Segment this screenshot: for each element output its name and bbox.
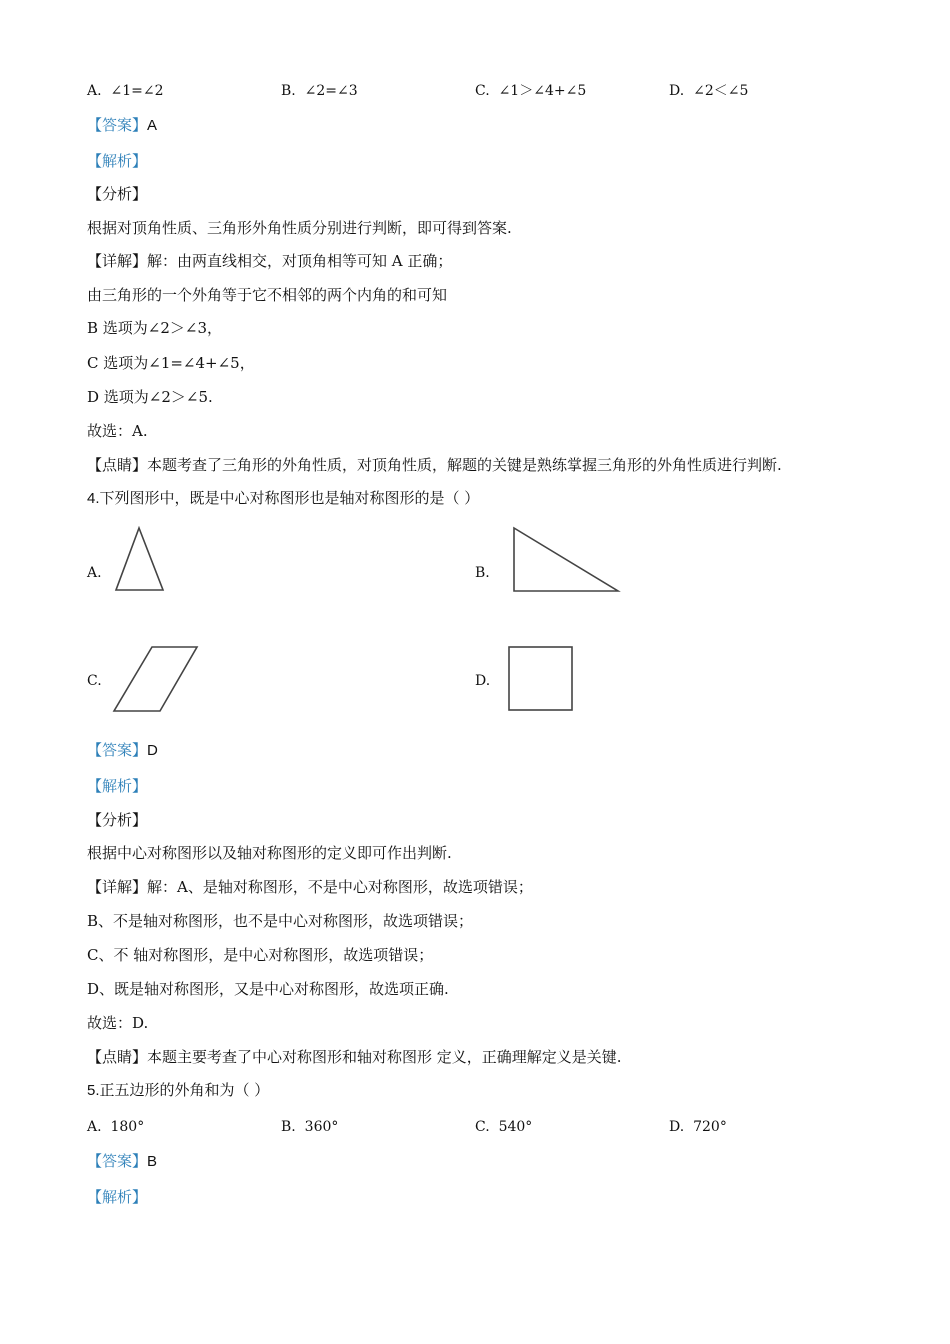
detail-tag: 【详解】: [87, 252, 148, 270]
q3-detail-line-4: C 选项为∠1=∠4+∠5，: [87, 354, 255, 372]
q4-shape-label-d: D.: [475, 673, 491, 689]
q5-option-d: [669, 1117, 727, 1137]
option-letter: C.: [475, 1119, 490, 1135]
q4-shape-label-c: C.: [87, 673, 102, 689]
analysis-tag: 【解析】: [87, 152, 148, 170]
q3-detail-line-5: D 选项为∠2＞∠5.: [87, 388, 213, 406]
fenxi-tag: 【分析】: [87, 811, 148, 829]
q3-detail-line-1: [87, 251, 452, 271]
answer-value: A: [147, 117, 158, 134]
option-letter: D.: [669, 83, 685, 99]
q4-detail-line-2: B、不是轴对称图形，也不是中心对称图形，故选项错误；: [87, 912, 474, 930]
option-text: 540°: [498, 1119, 533, 1135]
q3-option-d: [669, 81, 748, 101]
q3-detail-line-6: 故选：A.: [87, 422, 148, 440]
answer-tag: 【答案】: [87, 741, 148, 759]
q5-option-a: [87, 1117, 144, 1137]
question-number: 5.: [87, 1082, 100, 1099]
q4-shape-label-a: A.: [87, 565, 102, 581]
q4-fenxi-heading: [87, 810, 147, 830]
q3-option-a: [87, 81, 163, 101]
option-letter: C.: [475, 83, 490, 99]
question-text: 正五边形的外角和为（ ）: [99, 1081, 270, 1099]
q4-detail-line-4: D、既是轴对称图形，又是中心对称图形，故选项正确.: [87, 980, 449, 998]
option-text: 180°: [110, 1119, 145, 1135]
option-text: 360°: [304, 1119, 339, 1135]
q4-detail-line-1: [87, 877, 533, 897]
q4-analysis-heading: [87, 776, 147, 796]
dianjing-tag: 【点睛】: [87, 456, 148, 474]
parallelogram-figure: [112, 645, 200, 713]
q3-fenxi-heading: [87, 184, 147, 204]
q4-stem: [87, 488, 479, 509]
q5-stem: [87, 1080, 269, 1101]
q5-analysis-heading: [87, 1187, 147, 1207]
answer-value: B: [147, 1153, 158, 1170]
q3-option-b: [281, 81, 358, 101]
detail-text: 解：由两直线相交，对顶角相等可知 A 正确；: [147, 252, 453, 270]
detail-tag: 【详解】: [87, 878, 148, 896]
option-letter: A.: [87, 83, 102, 99]
analysis-tag: 【解析】: [87, 777, 148, 795]
option-letter: D.: [669, 1119, 685, 1135]
q3-option-c: [475, 81, 586, 101]
detail-text: 解：A、是轴对称图形，不是中心对称图形，故选项错误；: [147, 878, 533, 896]
option-letter: B.: [281, 83, 296, 99]
option-letter: B.: [281, 1119, 296, 1135]
q4-shape-label-b: B.: [475, 565, 490, 581]
analysis-tag: 【解析】: [87, 1188, 148, 1206]
q4-dianjing: [87, 1047, 622, 1067]
q3-fenxi-text: 根据对顶角性质、三角形外角性质分别进行判断，即可得到答案.: [87, 219, 512, 237]
q3-dianjing: [87, 455, 782, 475]
q4-answer: [87, 740, 158, 761]
q3-detail-line-3: B 选项为∠2＞∠3，: [87, 319, 223, 337]
answer-tag: 【答案】: [87, 116, 148, 134]
isosceles-triangle-figure: [113, 526, 165, 592]
option-text: 720°: [693, 1119, 727, 1135]
question-number: 4.: [87, 490, 100, 507]
option-text: ∠2＜∠5: [693, 83, 749, 99]
option-letter: A.: [87, 1119, 102, 1135]
q4-detail-line-3: C、不 轴对称图形，是中心对称图形，故选项错误；: [87, 946, 434, 964]
right-triangle-figure: [511, 526, 621, 594]
q3-detail-line-2: 由三角形的一个外角等于它不相邻的两个内角的和可知: [87, 286, 448, 304]
answer-tag: 【答案】: [87, 1152, 148, 1170]
q3-answer: [87, 115, 157, 136]
dianjing-text: 本题主要考查了中心对称图形和轴对称图形 定义，正确理解定义是关键.: [147, 1048, 622, 1066]
option-text: ∠1＞∠4+∠5: [498, 83, 587, 99]
answer-value: D: [147, 742, 158, 759]
dianjing-text: 本题考查了三角形的外角性质，对顶角性质，解题的关键是熟练掌握三角形的外角性质进行判断.: [147, 456, 782, 474]
q5-option-b: [281, 1117, 338, 1137]
q5-answer: [87, 1151, 157, 1172]
option-text: ∠2=∠3: [304, 83, 358, 99]
question-text: 下列图形中，既是中心对称图形也是轴对称图形的是（ ）: [99, 489, 480, 507]
q5-option-c: [475, 1117, 532, 1137]
q3-analysis-heading: [87, 151, 147, 171]
q4-detail-line-5: 故选：D.: [87, 1014, 149, 1032]
square-figure: [507, 645, 575, 713]
dianjing-tag: 【点睛】: [87, 1048, 148, 1066]
fenxi-tag: 【分析】: [87, 185, 148, 203]
option-text: ∠1=∠2: [110, 83, 164, 99]
q4-fenxi-text: 根据中心对称图形以及轴对称图形的定义即可作出判断.: [87, 844, 452, 862]
